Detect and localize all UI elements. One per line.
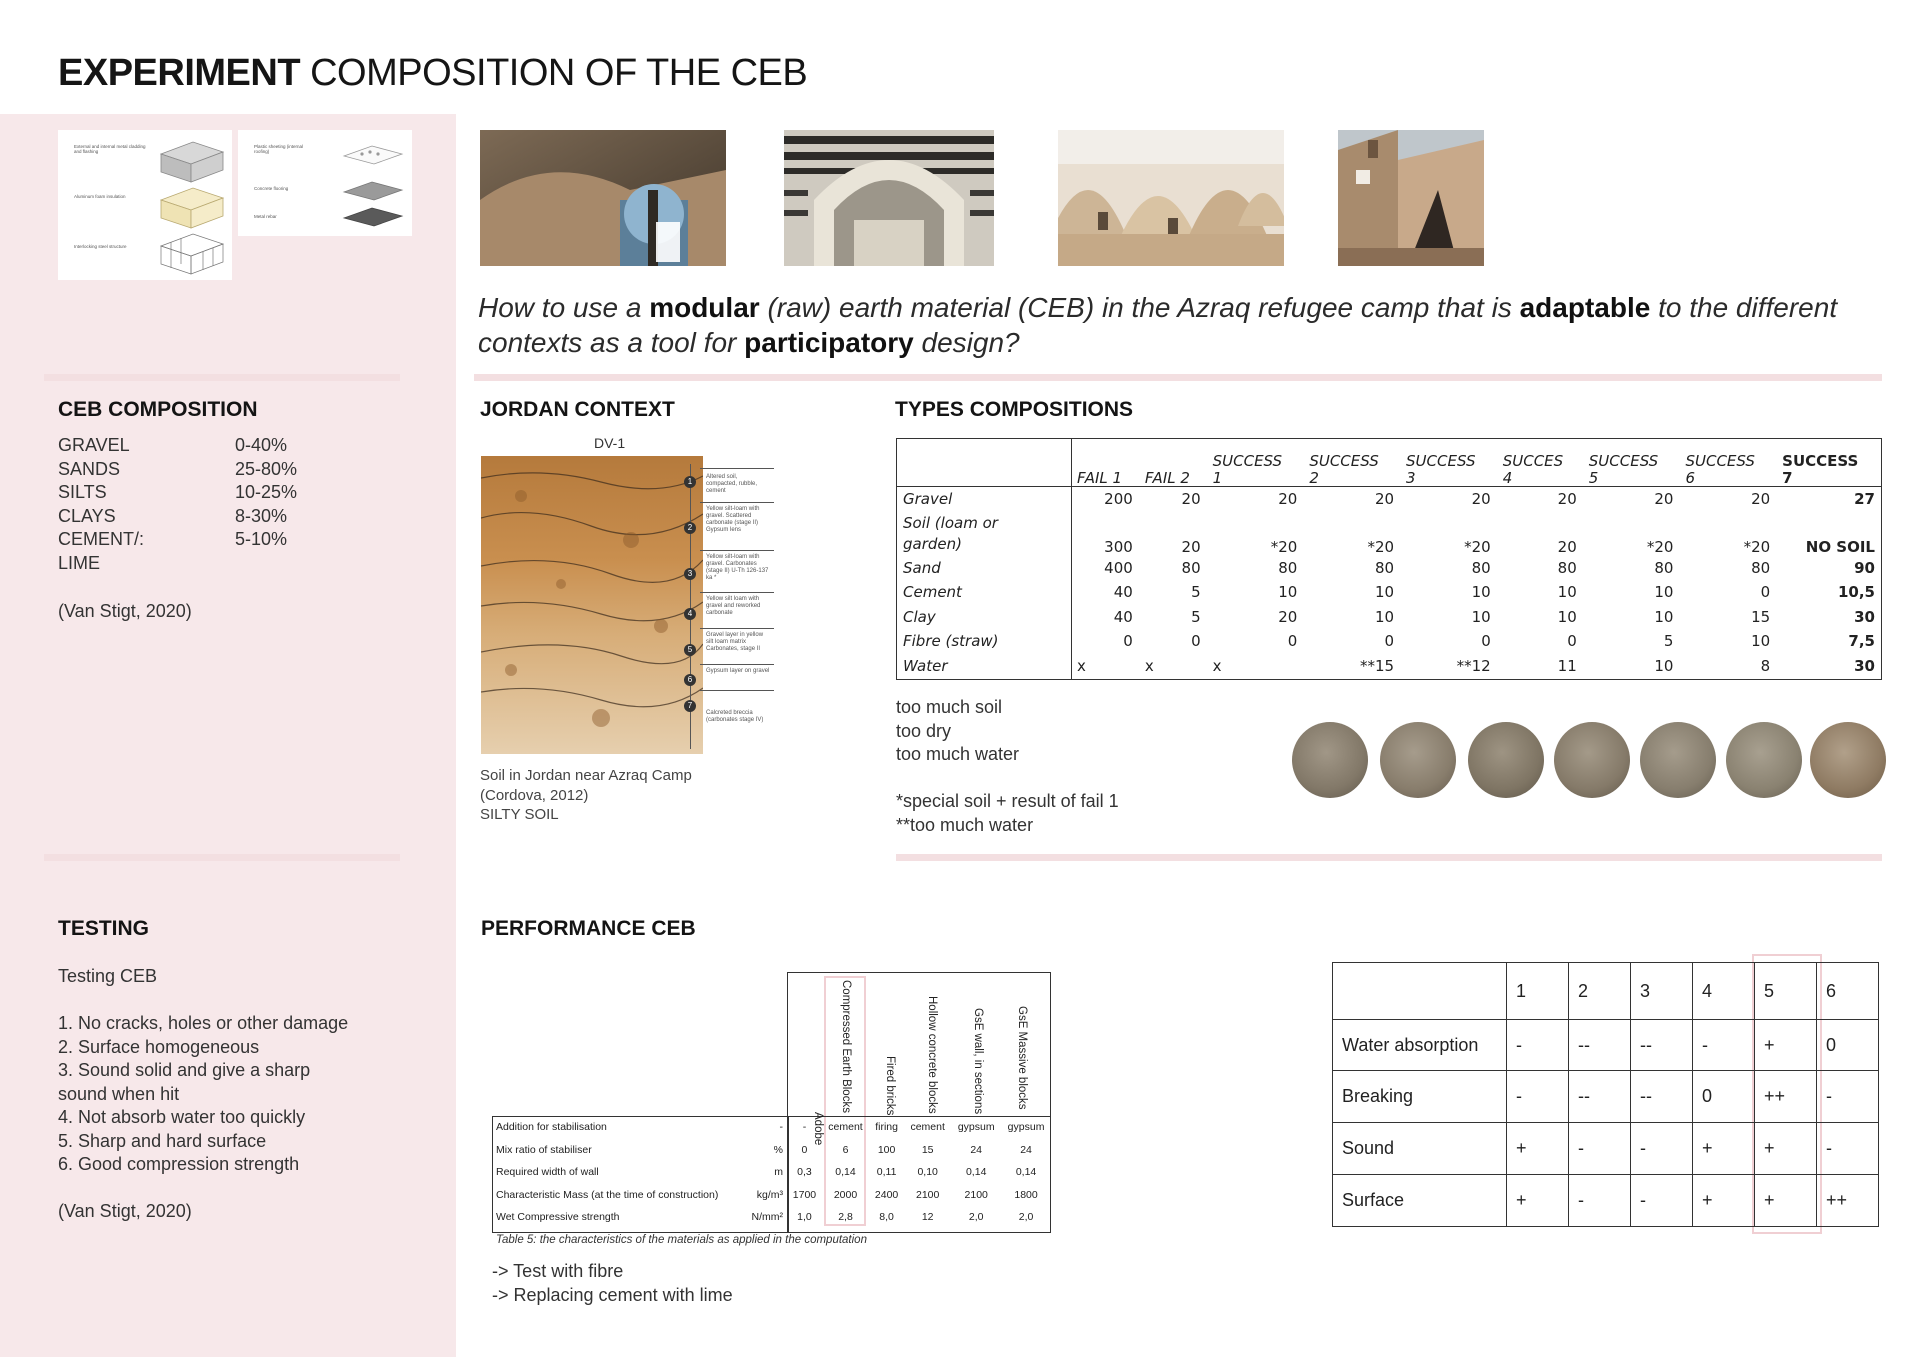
column-header: SUCCESS 3: [1406, 452, 1476, 487]
shelter-diagram-icon: [153, 134, 229, 278]
brick-sample: [1292, 722, 1368, 798]
performance-column-header: Hollow concrete blocks: [926, 996, 938, 1114]
column-header: 3: [1631, 963, 1693, 1020]
performance-column-header: Fired bricks: [884, 1056, 896, 1116]
research-question: How to use a modular (raw) earth material (CEB) in the Azraq refugee camp that is adaptable to the different contexts as a tool for participatory design?: [478, 292, 1838, 358]
divider: [896, 854, 1882, 861]
performance-column-header: Compressed Earth Blocks: [840, 980, 852, 1113]
next-steps: [492, 1260, 733, 1307]
composition-row: LIME: [58, 552, 101, 573]
testing-intro: Testing CEB: [58, 966, 158, 986]
performance-column-header: GsE Massive blocks: [1016, 1006, 1028, 1110]
performance-column-header: Adobe: [812, 1112, 824, 1146]
brick-sample: [1726, 722, 1802, 798]
composition-row: CLAYS 8-30%: [58, 505, 288, 526]
ceb-composition-list: [58, 434, 297, 575]
column-header: SUCCESS 6: [1685, 452, 1755, 487]
soil-layer-note: Yellow silt loam with gravel and reworked carbonate: [706, 596, 761, 616]
table-row: Characteristic Mass (at the time of construction) kg/m³ 1700 2000 2400 2100 2100 1800: [496, 1188, 1038, 1201]
note-line: too much water: [896, 744, 1020, 764]
footnote-line: **too much water: [896, 814, 1034, 835]
shelter-exploded-diagram-left: [58, 130, 232, 280]
soil-profile-photo: [481, 456, 703, 754]
types-compositions-table: [896, 438, 1882, 680]
soil-layer-marker: 6: [684, 674, 696, 686]
table-row: Required width of wall m 0,3 0,14 0,11 0,10 0,14 0,14: [496, 1166, 1037, 1179]
table-row: Breaking - -- -- 0 ++ -: [1333, 1071, 1879, 1123]
column-header: 4: [1693, 963, 1755, 1020]
soil-layer-note: Altered soil, compacted, rubble, cement: [706, 474, 758, 494]
next-step-line: -> Replacing cement with lime: [492, 1284, 733, 1305]
diagram-label: External and internal metal cladding and flashing: [74, 144, 146, 154]
arch-photo: [480, 130, 726, 266]
column-header: SUCCESS 2: [1309, 452, 1379, 487]
soil-layer-note: Gypsum layer on gravel: [706, 668, 770, 674]
brick-sample: [1468, 722, 1544, 798]
column-header: SUCCESS 1: [1212, 452, 1283, 487]
soil-layer-marker: 3: [684, 568, 696, 580]
soil-photo-caption: [480, 766, 692, 825]
note-line: too much soil: [896, 697, 1003, 717]
note-line: too dry: [896, 720, 952, 741]
brick-sample: [1554, 722, 1630, 798]
soil-layer-marker: 1: [684, 476, 696, 488]
column-header: 5: [1755, 963, 1817, 1020]
testing-criterion: 5. Sharp and hard surface: [58, 1130, 267, 1151]
mosque-arches-photo: [784, 130, 994, 266]
performance-table: [492, 972, 1051, 1233]
caption-line: Soil in Jordan near Azraq Camp: [480, 767, 692, 784]
column-header: SUCCESS 5: [1588, 452, 1659, 487]
page-title: EXPERIMENT COMPOSITION OF THE CEB: [58, 52, 808, 94]
soil-layer-note: Yellow silt-loam with gravel. Scattered carbonate (stage II) Gypsum lens: [706, 506, 760, 533]
column-header: SUCCES 4: [1502, 452, 1564, 487]
column-header: FAIL 1: [1077, 469, 1123, 487]
testing-source: (Van Stigt, 2020): [58, 1201, 192, 1221]
testing-heading: TESTING: [58, 917, 150, 940]
column-header: 2: [1569, 963, 1631, 1020]
column-header: 6: [1817, 963, 1879, 1020]
caption-line: SILTY SOIL: [480, 806, 559, 823]
table-row: Water x x x **15 **12 11 10 8 30: [903, 656, 1875, 675]
table-row: Surface + - - + + ++: [1333, 1175, 1879, 1227]
column-header: FAIL 2: [1144, 469, 1190, 487]
soil-layer-marker: 4: [684, 608, 696, 620]
performance-column-header: GsE wall, in sections: [972, 1008, 984, 1115]
soil-layer-note: Calcreted breccia (carbonates stage IV): [706, 710, 764, 723]
soil-layer-note: Yellow silt-loam with gravel. Carbonates (stage II) U-Th 126-137 ka *: [706, 554, 769, 581]
brick-sample: [1380, 722, 1456, 798]
diagram-label: Concrete flooring: [254, 186, 289, 191]
divider: [44, 854, 400, 861]
caption-line: (Cordova, 2012): [480, 786, 589, 804]
diagram-label: Interlocking steel structure: [74, 244, 127, 249]
testing-criteria-list: [58, 1012, 348, 1177]
performance-table-caption: Table 5: the characteristics of the materials as applied in the computation: [496, 1234, 867, 1246]
earth-building-photo: [1338, 130, 1484, 266]
testing-criterion: sound when hit: [58, 1083, 180, 1104]
table-row: Soil (loam or garden) 300 20 *20 *20 *20 20 *20 *20 NO SOIL: [903, 513, 1875, 556]
jordan-context-heading: JORDAN CONTEXT: [480, 398, 675, 421]
diagram-label: Metal rebar: [254, 214, 277, 219]
soil-layer-marker: 2: [684, 522, 696, 534]
soil-layer-marker: 5: [684, 644, 696, 656]
table-row: Fibre (straw) 0 0 0 0 0 0 5 10 7,5: [903, 632, 1875, 651]
footnote-line: *special soil + result of fail 1: [896, 791, 1119, 811]
ceb-composition-source: (Van Stigt, 2020): [58, 601, 192, 621]
table-row: Water absorption - -- -- - + 0: [1333, 1020, 1879, 1071]
composition-row: GRAVEL 0-40%: [58, 435, 288, 455]
brick-sample: [1640, 722, 1716, 798]
soil-layer-legend: [684, 464, 774, 754]
column-header: SUCCESS 7: [1782, 452, 1859, 487]
divider: [44, 374, 400, 381]
composition-row: SANDS 25-80%: [58, 458, 298, 479]
testing-criterion: 4. Not absorb water too quickly: [58, 1107, 306, 1127]
testing-criterion: 2. Surface homogeneous: [58, 1036, 260, 1057]
table-row: Wet Compressive strength N/mm² 1,0 2,8 8,0 12 2,0 2,0: [496, 1211, 1034, 1224]
types-compositions-heading: TYPES COMPOSITIONS: [895, 398, 1134, 421]
shelter-exploded-diagram-right: [238, 130, 412, 236]
table-row: Sand 400 80 80 80 80 80 80 80 90: [903, 558, 1875, 577]
table-row: Gravel 200 20 20 20 20 20 20 20 27: [903, 490, 1875, 509]
brick-sample: [1810, 722, 1886, 798]
table-row: Cement 40 5 10 10 10 10 10 0 10,5: [903, 583, 1875, 602]
testing-criterion: 3. Sound solid and give a sharp: [58, 1060, 311, 1080]
soil-layer-marker: 7: [684, 700, 696, 712]
divider: [474, 374, 1882, 381]
layers-diagram-icon: [338, 138, 408, 234]
table-row: Addition for stabilisation - - cement firing cement gypsum gypsum: [496, 1121, 1045, 1134]
composition-row: SILTS 10-25%: [58, 482, 298, 502]
table-row: Clay 40 5 20 10 10 10 10 15 30: [903, 607, 1875, 626]
next-step-line: -> Test with fibre: [492, 1261, 624, 1281]
types-footnotes: [896, 790, 1119, 837]
types-notes: [896, 696, 1019, 767]
composition-row: CEMENT/: 5-10%: [58, 529, 288, 549]
diagram-label: Aluminum foam insulation: [74, 194, 126, 199]
diagram-label: Plastic sheeting (internal roofing): [254, 144, 304, 154]
results-table: [1332, 962, 1879, 1227]
ceb-composition-heading: CEB COMPOSITION: [58, 398, 258, 421]
beehive-houses-photo: [1058, 130, 1284, 266]
soil-layer-note: Gravel layer in yellow silt loam matrix Carbonates, stage II: [706, 632, 764, 652]
testing-criterion: 1. No cracks, holes or other damage: [58, 1013, 349, 1033]
performance-heading: PERFORMANCE CEB: [481, 917, 696, 940]
column-header: 1: [1507, 963, 1569, 1020]
testing-criterion: 6. Good compression strength: [58, 1154, 300, 1174]
table-row: Sound + - - + + -: [1333, 1123, 1879, 1175]
table-row: Mix ratio of stabiliser % 0 6 100 15 24 24: [496, 1143, 1032, 1156]
soil-profile-figure-label: DV-1: [594, 435, 626, 451]
